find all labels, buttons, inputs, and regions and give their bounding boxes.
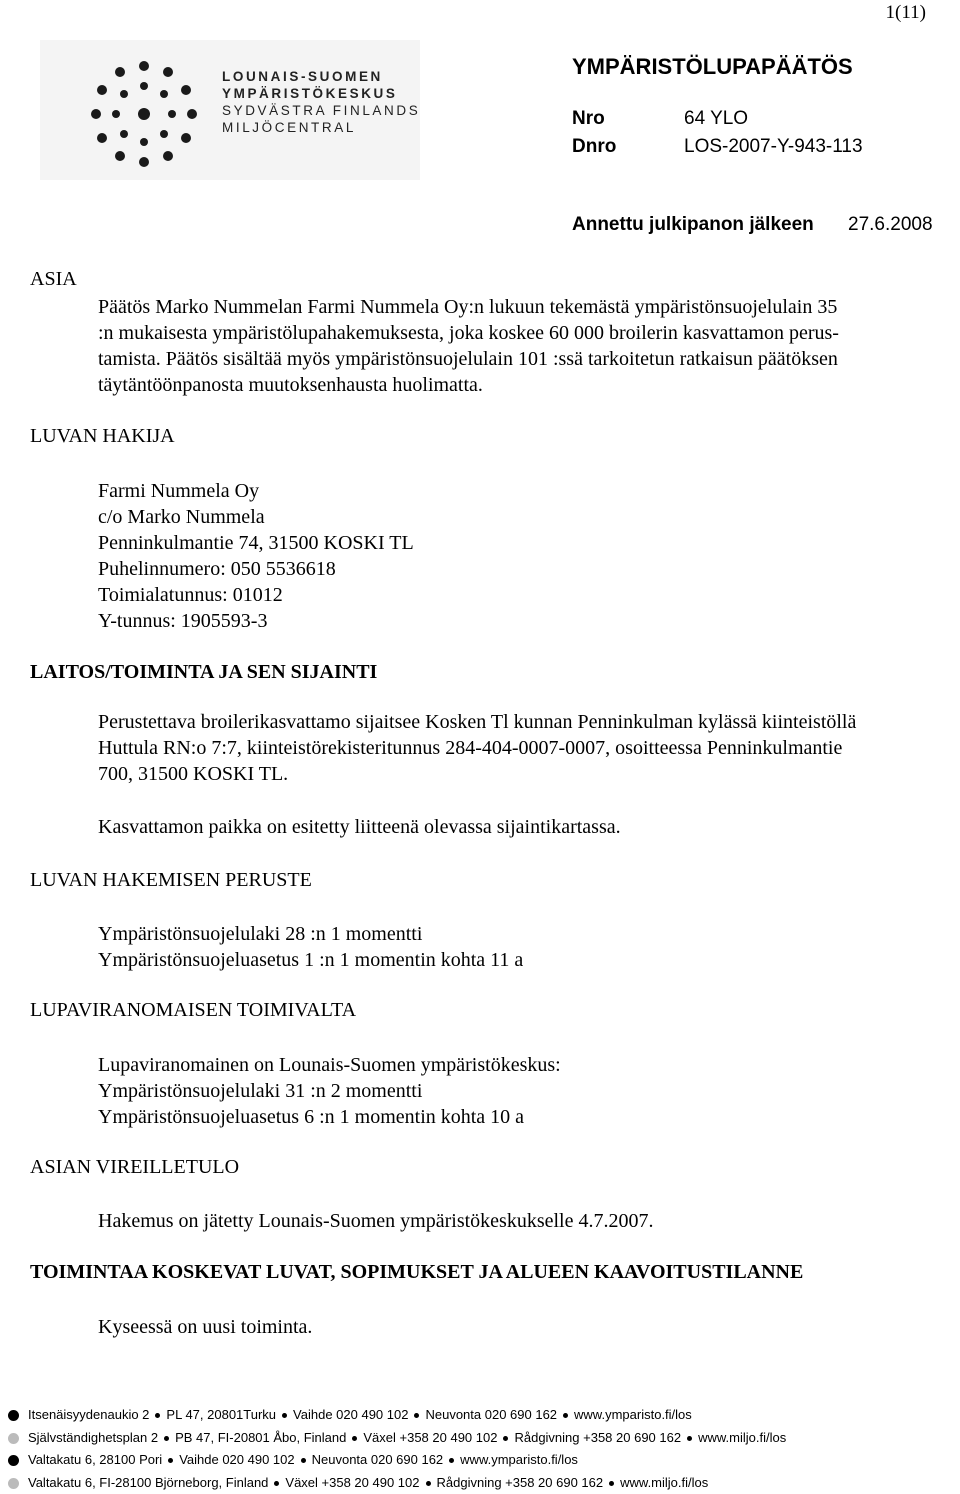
separator-dot-icon <box>449 1458 454 1463</box>
vireilletulo-text <box>98 1208 653 1234</box>
footer-contacts <box>8 1404 786 1494</box>
footer-contact-part: Rådgivning +358 20 690 162 <box>437 1475 604 1490</box>
document-title: YMPÄRISTÖLUPAPÄÄTÖS <box>572 54 853 80</box>
separator-dot-icon <box>282 1413 287 1418</box>
footer-row <box>8 1449 786 1472</box>
annettu-date: 27.6.2008 <box>848 214 933 236</box>
text-line: täytäntöönpanosta muutoksenhausta huolimatta. <box>98 372 839 398</box>
footer-contact-part: www.ymparisto.fi/los <box>460 1452 578 1467</box>
footer-contact-part: www.miljo.fi/los <box>620 1475 708 1490</box>
separator-dot-icon <box>352 1436 357 1441</box>
asia-text <box>98 294 839 398</box>
dnro-label: Dnro <box>572 136 616 158</box>
text-line: Ympäristönsuojeluasetus 6 :n 1 momentin kohta 10 a <box>98 1104 561 1130</box>
section-heading-peruste: LUVAN HAKEMISEN PERUSTE <box>30 869 312 892</box>
peruste-text <box>98 921 523 973</box>
text-line: Puhelinnumero: 050 5536618 <box>98 556 414 582</box>
bullet-icon <box>8 1455 19 1466</box>
laitos-extra-text: Kasvattamon paikka on esitetty liitteenä olevassa sijaintikartassa. <box>98 814 621 840</box>
text-line: Lupaviranomainen on Lounais-Suomen ympäristökeskus: <box>98 1052 561 1078</box>
text-line: Huttula RN:o 7:7, kiinteistörekisteritunnus 284-404-0007-0007, osoitteessa Penninkulmantie <box>98 735 856 761</box>
toimivalta-text <box>98 1052 561 1130</box>
section-heading-luvan-hakija: LUVAN HAKIJA <box>30 425 175 448</box>
text-line: Penninkulmantie 74, 31500 KOSKI TL <box>98 530 414 556</box>
nro-label: Nro <box>572 108 605 130</box>
separator-dot-icon <box>563 1413 568 1418</box>
footer-contact-part: Rådgivning +358 20 690 162 <box>514 1430 681 1445</box>
footer-row <box>8 1427 786 1450</box>
logo-line: LOUNAIS-SUOMEN <box>222 68 420 85</box>
separator-dot-icon <box>164 1436 169 1441</box>
nro-value: 64 YLO <box>684 108 748 130</box>
footer-contact-part: PL 47, 20801Turku <box>166 1407 276 1422</box>
text-line: Kyseessä on uusi toiminta. <box>98 1314 312 1340</box>
separator-dot-icon <box>414 1413 419 1418</box>
agency-logo <box>40 40 420 180</box>
footer-contact-part: Vaihde 020 490 102 <box>179 1452 294 1467</box>
footer-contact-part: www.miljo.fi/los <box>698 1430 786 1445</box>
text-line: tamista. Päätös sisältää myös ympäristönsuojelulain 101 :ssä tarkoitetun ratkaisun päätöksen <box>98 346 839 372</box>
bullet-icon <box>8 1410 19 1421</box>
section-heading-toimivalta: LUPAVIRANOMAISEN TOIMIVALTA <box>30 999 356 1022</box>
logo-text <box>222 68 420 136</box>
text-line: Ympäristönsuojeluasetus 1 :n 1 momentin kohta 11 a <box>98 947 523 973</box>
text-line: Farmi Nummela Oy <box>98 478 414 504</box>
footer-contact-part: www.ymparisto.fi/los <box>574 1407 692 1422</box>
dnro-value: LOS-2007-Y-943-113 <box>684 136 863 158</box>
logo-line: YMPÄRISTÖKESKUS <box>222 85 420 102</box>
section-heading-luvat: TOIMINTAA KOSKEVAT LUVAT, SOPIMUKSET JA ALUEEN KAAVOITUSTILANNE <box>30 1261 803 1284</box>
text-line: :n mukaisesta ympäristölupahakemuksesta, joka koskee 60 000 broilerin kasvattamon perus- <box>98 320 839 346</box>
separator-dot-icon <box>155 1413 160 1418</box>
text-line: Hakemus on jätetty Lounais-Suomen ympäristökeskukselle 4.7.2007. <box>98 1208 653 1234</box>
page-number: 1(11) <box>886 2 926 24</box>
text-line: Päätös Marko Nummelan Farmi Nummela Oy:n lukuun tekemästä ympäristönsuojelulain 35 <box>98 294 839 320</box>
separator-dot-icon <box>503 1436 508 1441</box>
separator-dot-icon <box>274 1481 279 1486</box>
footer-contact-part: Valtakatu 6, FI-28100 Björneborg, Finland <box>28 1475 268 1490</box>
footer-row <box>8 1404 786 1427</box>
separator-dot-icon <box>168 1458 173 1463</box>
section-heading-asia: ASIA <box>30 268 77 291</box>
section-heading-laitos: LAITOS/TOIMINTA JA SEN SIJAINTI <box>30 661 377 684</box>
footer-contact-part: Neuvonta 020 690 162 <box>425 1407 557 1422</box>
text-line: Toimialatunnus: 01012 <box>98 582 414 608</box>
hakija-text <box>98 478 414 634</box>
text-line: Ympäristönsuojelulaki 31 :n 2 momentti <box>98 1078 561 1104</box>
footer-contact-part: Vaihde 020 490 102 <box>293 1407 408 1422</box>
text-line: Ympäristönsuojelulaki 28 :n 1 momentti <box>98 921 523 947</box>
section-heading-vireilletulo: ASIAN VIREILLETULO <box>30 1156 239 1179</box>
separator-dot-icon <box>609 1481 614 1486</box>
text-line: Y-tunnus: 1905593-3 <box>98 608 414 634</box>
footer-contact-part: Självständighetsplan 2 <box>28 1430 158 1445</box>
separator-dot-icon <box>426 1481 431 1486</box>
footer-contact-part: Valtakatu 6, 28100 Pori <box>28 1452 162 1467</box>
text-line: Perustettava broilerikasvattamo sijaitsee Kosken Tl kunnan Penninkulman kylässä kiinteistöllä <box>98 709 856 735</box>
logo-line: SYDVÄSTRA FINLANDS <box>222 102 420 119</box>
text-line: 700, 31500 KOSKI TL. <box>98 761 856 787</box>
annettu-label: Annettu julkipanon jälkeen <box>572 214 814 236</box>
logo-mark-icon <box>88 58 200 170</box>
luvat-text <box>98 1314 312 1340</box>
footer-contact-part: Itsenäisyydenaukio 2 <box>28 1407 149 1422</box>
footer-contact-part: Växel +358 20 490 102 <box>285 1475 419 1490</box>
text-line: c/o Marko Nummela <box>98 504 414 530</box>
bullet-icon <box>8 1478 19 1489</box>
footer-contact-part: Neuvonta 020 690 162 <box>312 1452 444 1467</box>
footer-contact-part: Växel +358 20 490 102 <box>363 1430 497 1445</box>
footer-contact-part: PB 47, FI-20801 Åbo, Finland <box>175 1430 346 1445</box>
laitos-text <box>98 709 856 787</box>
separator-dot-icon <box>687 1436 692 1441</box>
separator-dot-icon <box>301 1458 306 1463</box>
logo-line: MILJÖCENTRAL <box>222 119 420 136</box>
bullet-icon <box>8 1433 19 1444</box>
